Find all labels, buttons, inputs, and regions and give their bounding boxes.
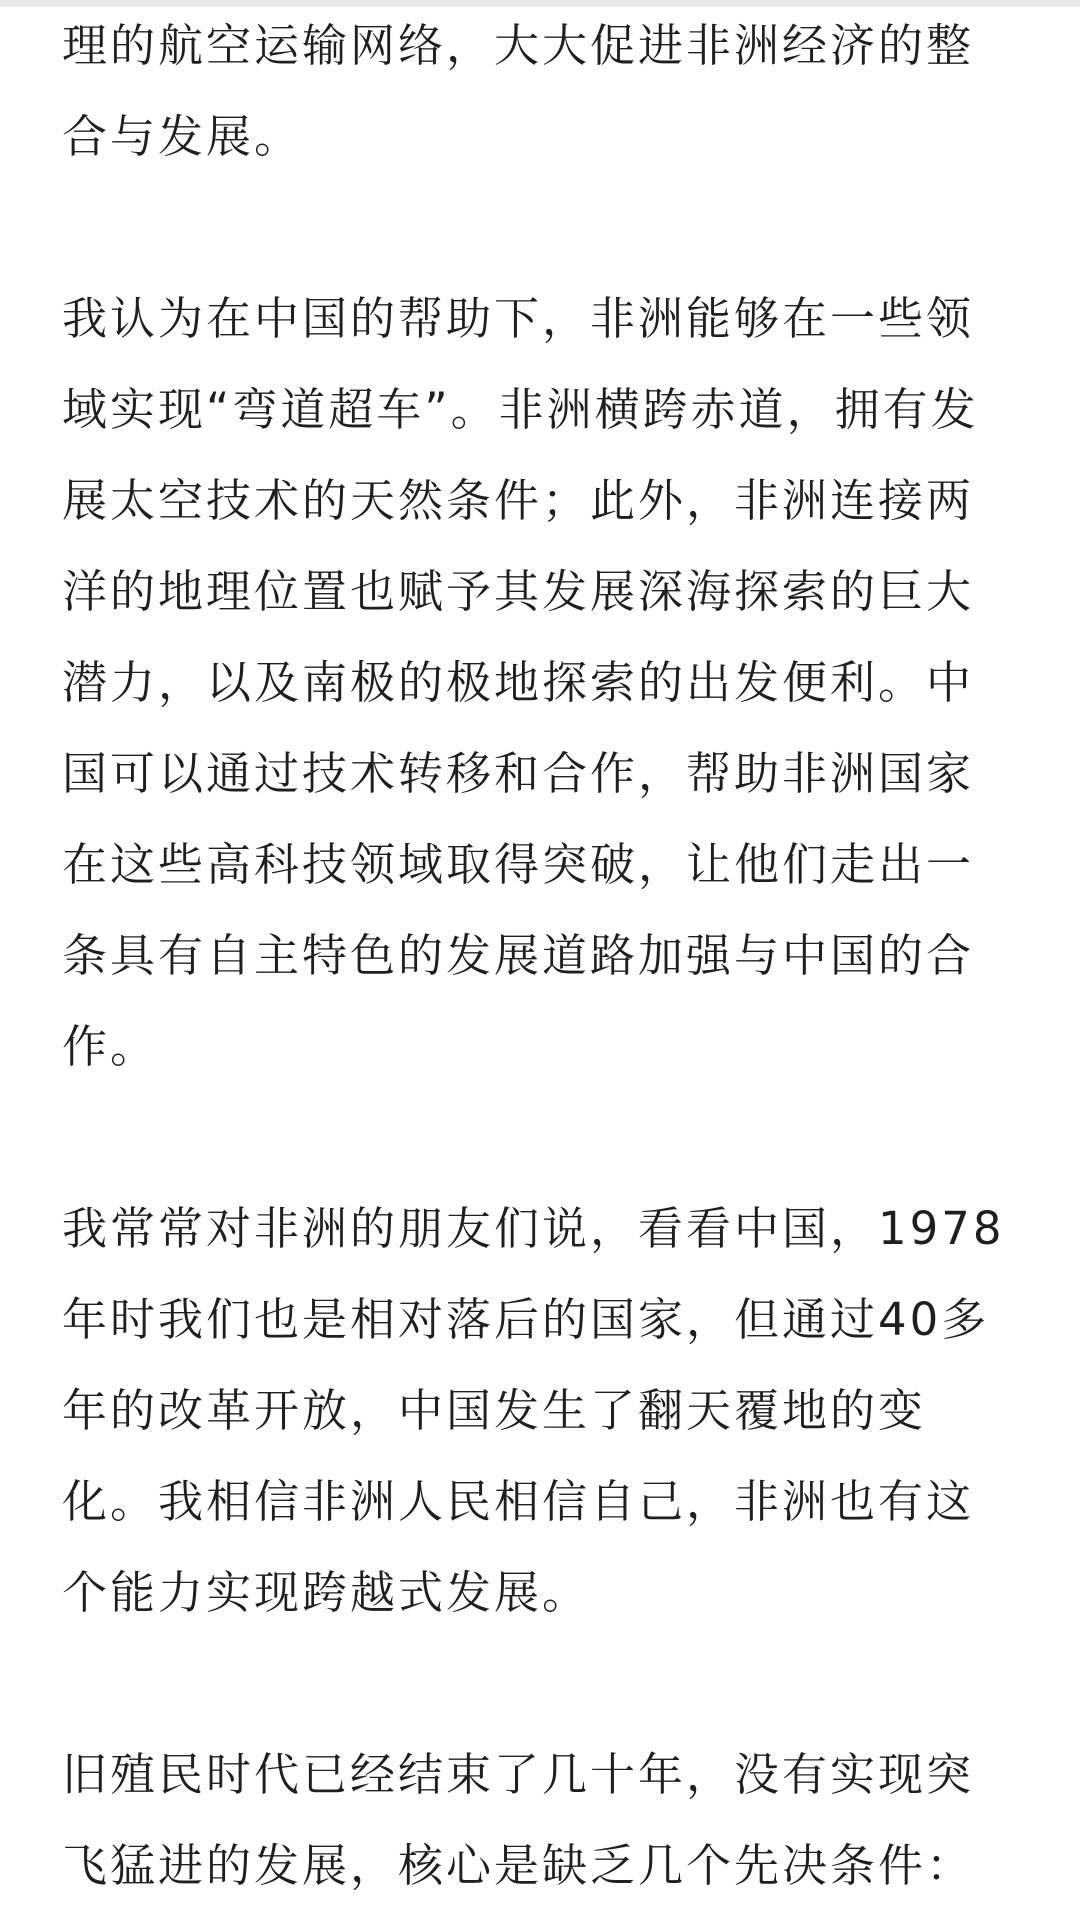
paragraph-spacer [62, 182, 1024, 273]
paragraph-2: 我认为在中国的帮助下，非洲能够在一些领 域实现“弯道超车”。非洲横跨赤道，拥有发 展太空技术的天然条件；此外，非洲连接两 洋的地理位置也赋予其发展深海探索的巨大 潜力，以及南极的极地探索的出发便利。中 国可以通过技术转移和合作，帮助非洲国家 在这些高科技领域取得突破，让他们走出一 条具有自主特色的发展道路加强与中国的合 作。 [62, 292, 979, 1073]
paragraph-3: 我常常对非洲的朋友们说，看看中国，1978 年时我们也是相对落后的国家，但通过40多 年的改革开放，中国发生了翻天覆地的变 化。我相信非洲人民相信自己，非洲也有这 个能力实现跨越式发展。 [62, 1202, 1005, 1619]
paragraph-1: 理的航空运输网络，大大促进非洲经济的整 合与发展。 [62, 19, 975, 163]
paragraph-4: 旧殖民时代已经结束了几十年，没有实现突 飞猛进的发展，核心是缺乏几个先决条件： [62, 1748, 975, 1892]
paragraph-spacer [62, 1638, 1024, 1729]
paragraph-spacer [62, 1092, 1024, 1183]
article-body [62, 0, 1024, 1911]
